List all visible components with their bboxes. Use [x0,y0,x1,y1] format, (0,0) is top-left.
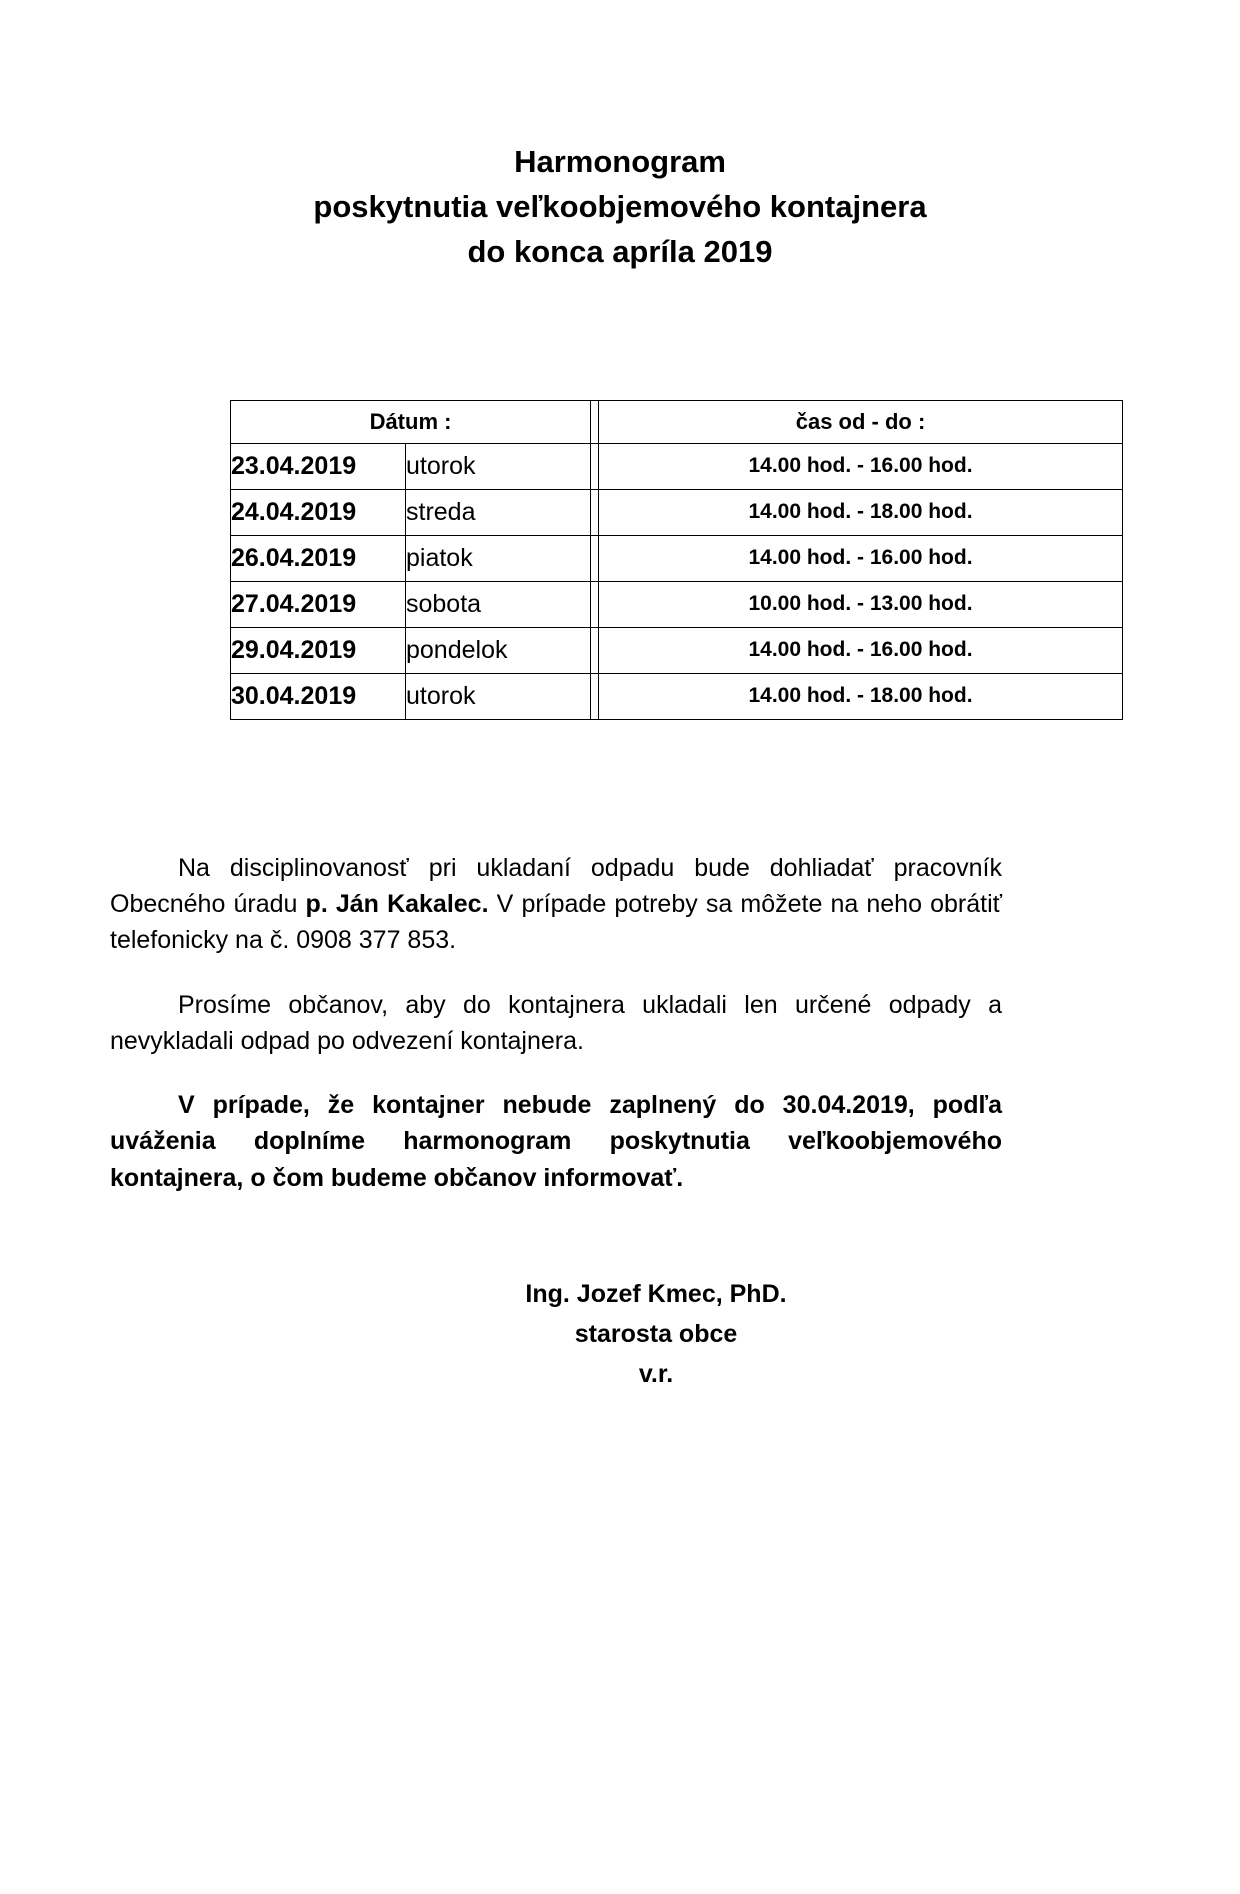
row-day: streda [406,489,591,535]
header-time: čas od - do : [599,400,1123,443]
row-spacer [591,489,599,535]
row-time: 14.00 hod. - 18.00 hod. [599,673,1123,719]
document-page [0,140,1240,1894]
row-time: 14.00 hod. - 16.00 hod. [599,535,1123,581]
row-day: pondelok [406,627,591,673]
supervisor-name: p. Ján Kakalec. [305,890,489,919]
paragraph-supervision-part1: Na disciplinovanosť pri ukladaní odpadu bude dohliadať pracovník Obecného úradu [110,853,1002,919]
row-date: 24.04.2019 [231,489,406,535]
title-line-2: poskytnutia veľkoobjemového kontajnera [313,188,927,224]
row-day: utorok [406,673,591,719]
row-date: 30.04.2019 [231,673,406,719]
row-date: 23.04.2019 [231,443,406,489]
table-row [231,443,1123,489]
table-row [231,627,1123,673]
paragraph-notice: V prípade, že kontajner nebude zaplnený do 30.04.2019, podľa uváženia doplníme harmonogram poskytnutia veľkoobjemového kontajnera, o čom budeme občanov informovať. [110,1091,1002,1192]
table-row [231,581,1123,627]
row-time: 14.00 hod. - 18.00 hod. [599,489,1123,535]
table-header-row [231,400,1123,443]
signature-name: Ing. Jozef Kmec, PhD. [525,1279,787,1308]
table-row [231,673,1123,719]
title-line-1: Harmonogram [514,144,726,179]
signature-note: v.r. [638,1359,674,1388]
row-spacer [591,581,599,627]
body-text [110,850,1002,1196]
schedule-table-wrapper [120,400,1120,720]
schedule-table [230,400,1123,720]
signature-block [110,1274,1002,1394]
table-row [231,535,1123,581]
header-spacer [591,400,599,443]
title-line-3: do konca apríla 2019 [467,233,773,269]
row-date: 26.04.2019 [231,535,406,581]
row-time: 14.00 hod. - 16.00 hod. [599,443,1123,489]
row-day: piatok [406,535,591,581]
table-row [231,489,1123,535]
header-date: Dátum : [231,400,591,443]
row-spacer [591,535,599,581]
signature-position: starosta obce [574,1319,738,1348]
row-date: 29.04.2019 [231,627,406,673]
row-day: utorok [406,443,591,489]
row-date: 27.04.2019 [231,581,406,627]
paragraph-supervision-part2: V prípade potreby sa môžete na neho obrátiť telefonicky na č. 0908 377 853. [110,890,1003,955]
page-title [0,140,1240,275]
row-spacer [591,627,599,673]
row-day: sobota [406,581,591,627]
paragraph-supervision [110,850,1002,959]
row-spacer [591,673,599,719]
row-time: 14.00 hod. - 16.00 hod. [599,627,1123,673]
row-time: 10.00 hod. - 13.00 hod. [599,581,1123,627]
paragraph-waste-request: Prosíme občanov, aby do kontajnera ukladali len určené odpady a nevykladali odpad po odvezení kontajnera. [110,990,1002,1055]
row-spacer [591,443,599,489]
